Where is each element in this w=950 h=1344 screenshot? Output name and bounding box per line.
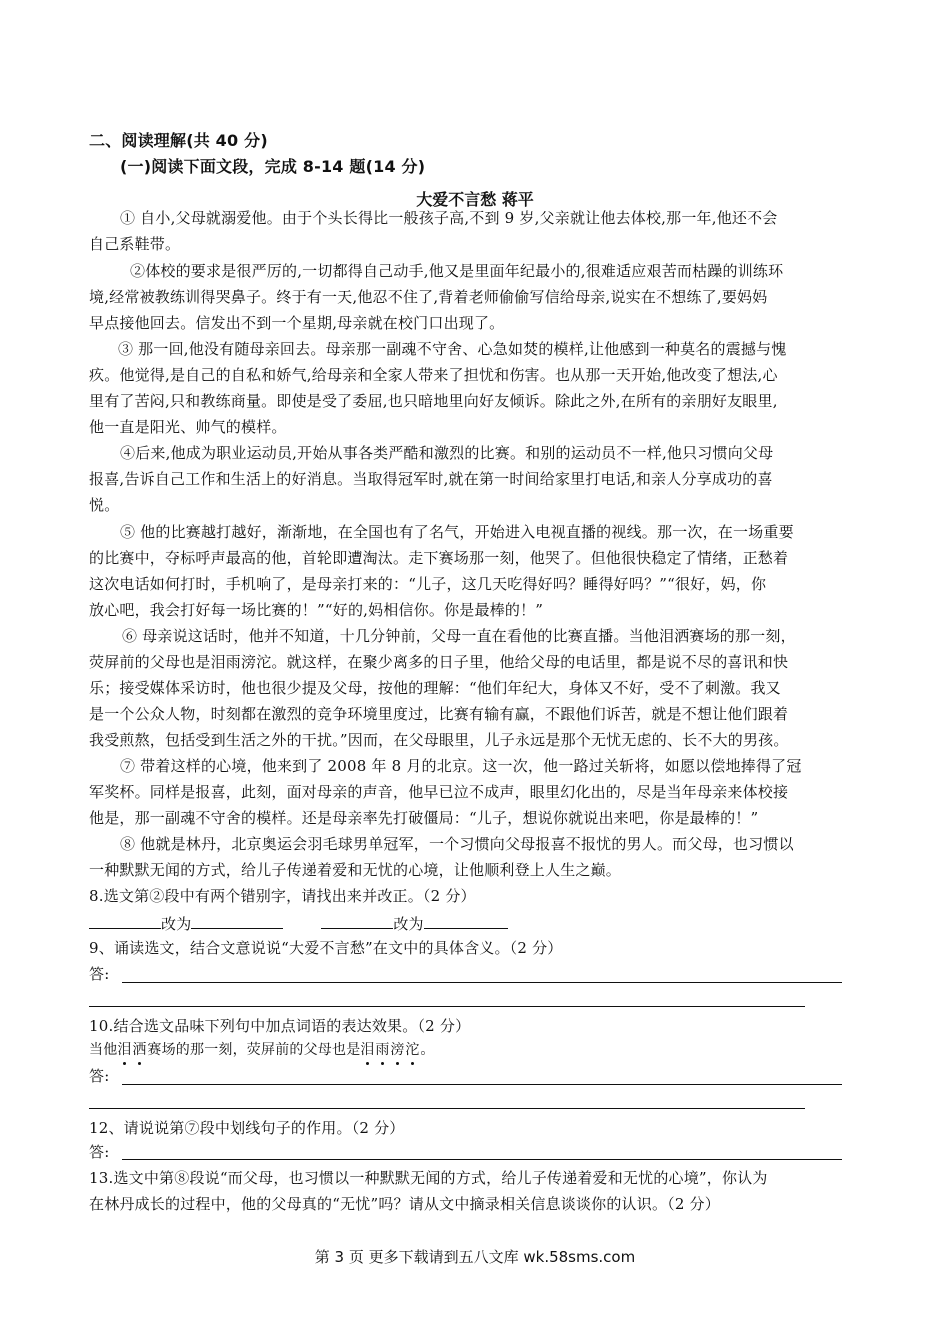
paragraph-8-line-2: 一种默默无闻的方式，给儿子传递着爱和无忧的心境，让他顺利登上人生之巅。 <box>89 861 622 879</box>
paragraph-2-line-3: 早点接他回去。信发出不到一个星期,母亲就在校门口出现了。 <box>89 314 505 332</box>
emphasis-dot <box>366 1062 369 1065</box>
paragraph-3-line-2: 疚。他觉得,是自己的自私和娇气,给母亲和全家人带来了担忧和伤害。也从那一天开始,他改变了想法,心 <box>89 366 778 384</box>
wrong-char-2-blank[interactable] <box>321 912 393 929</box>
paragraph-5-line-3: 这次电话如何打时，手机响了，是母亲打来的：“儿子，这几天吃得好吗？睡得好吗？”“很好，妈，你 <box>89 575 767 593</box>
wrong-char-1-blank[interactable] <box>89 912 161 929</box>
sentence-part-b: 赛场的那一刻，荧屏前的父母也是 <box>147 1042 361 1058</box>
sentence-part-a: 当他 <box>89 1042 118 1058</box>
correct-char-1-blank[interactable] <box>191 912 283 929</box>
paragraph-4-line-2: 报喜,告诉自己工作和生活上的好消息。当取得冠军时,就在第一时间给家里打电话,和亲人分享成功的喜 <box>89 470 773 488</box>
paragraph-1-line-1: ① 自小,父母就溺爱他。由于个头长得比一般孩子高,不到 9 岁,父亲就让他去体校,那一年,他还不会 <box>120 209 778 227</box>
question-8: 8.选文第②段中有两个错别字，请找出来并改正。（2 分） <box>89 887 476 905</box>
paragraph-7-line-1: ⑦ 带着这样的心境，他来到了 2008 年 8 月的北京。这一次，他一路过关斩将，如愿以偿地捧得了冠 <box>120 757 802 775</box>
paragraph-5-line-4: 放心吧，我会打好每一场比赛的！”“好的,妈相信你。你是最棒的！” <box>89 601 544 619</box>
emphasis-dot <box>381 1062 384 1065</box>
question-9: 9、诵读选文，结合文意说说“大爱不言愁”在文中的具体含义。（2 分） <box>89 939 563 957</box>
question-10-answer-label: 答: <box>89 1067 110 1085</box>
subsection-heading: (一)阅读下面文段，完成 8-14 题(14 分) <box>120 157 426 176</box>
question-8-answer-row <box>89 912 508 934</box>
emphasis-dot <box>411 1062 414 1065</box>
paragraph-2-line-1: ②体校的要求是很严厉的,一切都得自己动手,他又是里面年纪最小的,很难适应艰苦而枯躁的训练环 <box>130 262 784 280</box>
question-13-line-2: 在林丹成长的过程中，他的父母真的“无忧”吗？请从文中摘录相关信息谈谈你的认识。（2 分） <box>89 1195 720 1213</box>
paragraph-6-line-5: 我受煎熬，包括受到生活之外的干扰。”因而，在父母眼里，儿子永远是那个无忧无虑的、长不大的男孩。 <box>89 731 789 749</box>
question-12-answer-label: 答: <box>89 1143 110 1161</box>
paragraph-1-line-2: 自己系鞋带。 <box>89 235 181 253</box>
emphasis-dot <box>123 1062 126 1065</box>
question-10-sentence <box>89 1040 435 1060</box>
change-to-label-1: 改为 <box>161 915 192 933</box>
paragraph-8-line-1: ⑧ 他就是林丹，北京奥运会羽毛球男单冠军，一个习惯向父母报喜不报忧的男人。而父母，也习惯以 <box>120 835 794 853</box>
paragraph-6-line-3: 乐；接受媒体采访时，他也很少提及父母，按他的理解：“他们年纪大，身体又不好，受不了刺激。我又 <box>89 679 781 697</box>
paragraph-2-line-2: 境,经常被教练训得哭鼻子。终于有一天,他忍不住了,背着老师偷偷写信给母亲,说实在不想练了,要妈妈 <box>89 288 768 306</box>
question-9-answer-line-1[interactable] <box>122 982 842 983</box>
paragraph-4-line-1: ④后来,他成为职业运动员,开始从事各类严酷和激烈的比赛。和别的运动员不一样,他只习惯向父母 <box>120 444 774 462</box>
question-10-answer-line-1[interactable] <box>122 1084 842 1085</box>
paragraph-6-line-1: ⑥ 母亲说这话时，他并不知道，十几分钟前，父母一直在看他的比赛直播。当他泪洒赛场的那一刻， <box>122 627 796 645</box>
paragraph-3-line-1: ③ 那一回,他没有随母亲回去。母亲那一副魂不守舍、心急如焚的模样,让他感到一种莫名的震撼与愧 <box>118 340 787 358</box>
paragraph-3-line-3: 里有了苦闷,只和教练商量。即使是受了委屈,也只暗地里向好友倾诉。除此之外,在所有的亲朋好友眼里, <box>89 392 778 410</box>
question-9-answer-line-2[interactable] <box>89 1006 805 1007</box>
paragraph-4-line-3: 悦。 <box>89 496 120 514</box>
question-10: 10.结合选文品味下列句中加点词语的表达效果。（2 分） <box>89 1017 471 1035</box>
article-title: 大爱不言愁 蒋平 <box>416 190 534 209</box>
change-to-label-2: 改为 <box>393 915 424 933</box>
paragraph-5-line-1: ⑤ 他的比赛越打越好，渐渐地，在全国也有了名气，开始进入电视直播的视线。那一次，在一场重要 <box>120 523 794 541</box>
paragraph-7-line-3: 他是，那一副魂不守舍的模样。还是母亲率先打破僵局：“儿子，想说你就说出来吧，你是最棒的！” <box>89 809 759 827</box>
paragraph-6-line-4: 是一个公众人物，时刻都在激烈的竞争环境里度过，比赛有输有赢，不跟他们诉苦，就是不想让他们跟着 <box>89 705 789 723</box>
question-12: 12、请说说第⑦段中划线句子的作用。（2 分） <box>89 1119 405 1137</box>
sentence-part-c: 。 <box>420 1042 435 1058</box>
paragraph-3-line-4: 他一直是阳光、帅气的模样。 <box>89 418 287 436</box>
section-heading: 二、阅读理解(共 40 分) <box>89 131 268 150</box>
question-13-line-1: 13.选文中第⑧段说“而父母，也习惯以一种默默无闻的方式，给儿子传递着爱和无忧的心境”，你认为 <box>89 1169 768 1187</box>
dotted-word-2: 泪 雨 滂 沱 <box>360 1042 420 1058</box>
correct-char-2-blank[interactable] <box>424 912 508 929</box>
dotted-word-1: 泪 洒 <box>117 1042 147 1058</box>
emphasis-dot <box>396 1062 399 1065</box>
paragraph-7-line-2: 军奖杯。同样是报喜，此刻，面对母亲的声音，他早已泣不成声，眼里幻化出的，尽是当年母亲来体校接 <box>89 783 789 801</box>
question-9-answer-label: 答: <box>89 965 110 983</box>
paragraph-5-line-2: 的比赛中，夺标呼声最高的他，首轮即遭淘汰。走下赛场那一刻，他哭了。但他很快稳定了情绪，正愁着 <box>89 549 789 567</box>
question-12-answer-line[interactable] <box>122 1159 842 1160</box>
paragraph-6-line-2: 荧屏前的父母也是泪雨滂沱。就这样，在聚少离多的日子里，他给父母的电话里，都是说不尽的喜讯和快 <box>89 653 789 671</box>
emphasis-dot <box>138 1062 141 1065</box>
page-footer: 第 3 页 更多下载请到五八文库 wk.58sms.com <box>314 1248 636 1266</box>
question-10-answer-line-2[interactable] <box>89 1108 805 1109</box>
